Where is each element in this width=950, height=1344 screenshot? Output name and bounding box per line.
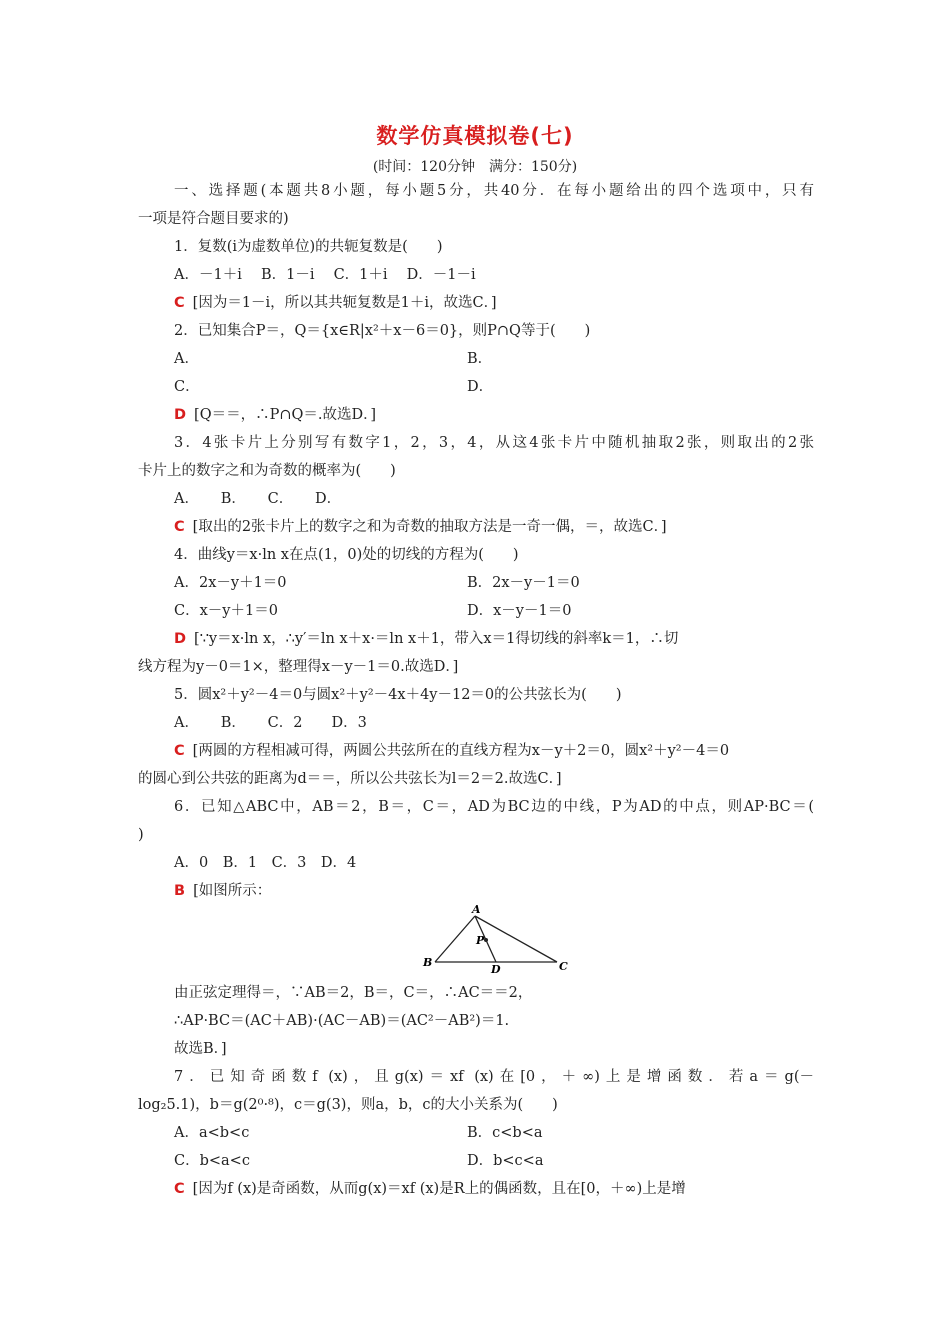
q1-solution [174,293,497,313]
label-d: D [491,963,501,976]
q4-answer: D [174,631,187,647]
q5-solution-line1 [174,741,729,761]
q6-explanation-line1: 由正弦定理得＝，∵AB＝2，B＝，C＝，∴AC＝＝2， [174,985,533,1001]
q1-options: A．－1＋i B．1－i C．1＋i D．－1－i [174,267,476,283]
q5-explanation-line2: 的圆心到公共弦的距离为d＝＝，所以公共弦长为l＝2＝2.故选C．] [138,771,562,787]
q6-stem-line1: 6．已知△ABC中，AB＝2，B＝，C＝，AD为BC边的中线，P为AD的中点，则AP·BC＝( [174,799,814,815]
q2-option-b: B． [467,351,493,367]
q7-explanation-line1: [因为f (x)是奇函数，从而g(x)＝xf (x)是R上的偶函数，且在[0，＋∞)上是增 [192,1181,686,1197]
label-c: C [559,960,568,973]
q3-solution [174,517,667,537]
q4-explanation-line1: [∵y＝x·ln x，∴y′＝ln x＋x·＝ln x＋1，带入x＝1得切线的斜率k＝1，∴切 [194,631,679,647]
q6-answer: B [174,883,186,899]
section-heading-line1: 一、选择题(本题共8小题，每小题5分，共40分．在每小题给出的四个选项中，只有 [174,183,814,199]
point-p [484,938,488,942]
q5-stem: 5．圆x²＋y²－4＝0与圆x²＋y²－4x＋4y－12＝0的公共弦长为( ) [174,687,622,703]
q2-solution [174,405,376,425]
page-title: 数学仿真模拟卷(七) [376,124,574,148]
q6-explanation-line3: 故选B．] [174,1041,227,1057]
q7-option-b: B．c<b<a [467,1125,543,1141]
label-b: B [423,956,433,969]
section-heading-line2: 一项是符合题目要求的) [138,211,289,227]
q5-options: A． B． C．2 D．3 [174,715,367,731]
q4-solution-line1 [174,629,814,649]
q1-stem: 1．复数(i为虚数单位)的共轭复数是( ) [174,239,443,255]
triangle-figure [415,900,575,980]
q2-option-c: C． [174,379,200,395]
q4-option-a: A．2x－y＋1＝0 [174,575,287,591]
q7-answer: C [174,1181,185,1197]
q7-solution-line1 [174,1179,686,1199]
q3-answer: C [174,519,185,535]
q5-explanation-line1: [两圆的方程相减可得，两圆公共弦所在的直线方程为x－y＋2＝0，圆x²＋y²－4＝0 [192,743,730,759]
q2-option-d: D． [467,379,494,395]
q7-stem-line1: 7．已知奇函数f (x)，且g(x)＝xf (x)在[0，＋∞)上是增函数．若a＝g(－ [174,1069,814,1085]
q2-explanation: [Q＝＝，∴P∩Q＝.故选D．] [194,407,377,423]
q2-option-a: A． [174,351,199,367]
q1-explanation: [因为＝1－i，所以其共轭复数是1＋i，故选C．] [192,295,497,311]
exam-info: (时间：120分钟 满分：150分) [372,159,578,175]
q3-explanation: [取出的2张卡片上的数字之和为奇数的抽取方法是一奇一偶，＝，故选C．] [192,519,667,535]
q4-option-b: B．2x－y－1＝0 [467,575,580,591]
q4-explanation-line2: 线方程为y－0＝1×，整理得x－y－1＝0.故选D．] [138,659,459,675]
q6-explanation-head: [如图所示： [193,883,272,899]
q2-answer: D [174,407,187,423]
q7-option-a: A．a<b<c [174,1125,250,1141]
q1-answer: C [174,295,185,311]
q6-options: A．0 B．1 C．3 D．4 [174,855,357,871]
q7-option-c: C．b<a<c [174,1153,250,1169]
q6-explanation-line2: ∴AP·BC＝(AC＋AB)·(AC－AB)＝(AC²－AB²)＝1. [174,1013,510,1029]
q2-stem: 2．已知集合P＝，Q＝{x∈R|x²＋x－6＝0}，则P∩Q等于( ) [174,323,591,339]
q3-stem-line1: 3．4张卡片上分别写有数字1，2，3，4，从这4张卡片中随机抽取2张，则取出的2张 [174,435,814,451]
q4-stem: 4．曲线y＝x·ln x在点(1，0)处的切线的方程为( ) [174,547,519,563]
q7-stem-line2: log₂5.1)，b＝g(2⁰·⁸)，c＝g(3)，则a，b，c的大小关系为( ) [138,1097,558,1113]
q3-stem-line2: 卡片上的数字之和为奇数的概率为( ) [138,463,396,479]
q4-option-c: C．x－y＋1＝0 [174,603,278,619]
q5-answer: C [174,743,185,759]
q3-options: A． B． C． D． [174,491,342,507]
label-p: P [476,934,485,947]
q6-stem-line2: ) [138,827,144,843]
q4-option-d: D．x－y－1＝0 [467,603,572,619]
label-a: A [472,903,481,916]
side-ab [435,916,475,962]
q6-solution-head [174,881,271,901]
q7-option-d: D．b<c<a [467,1153,544,1169]
